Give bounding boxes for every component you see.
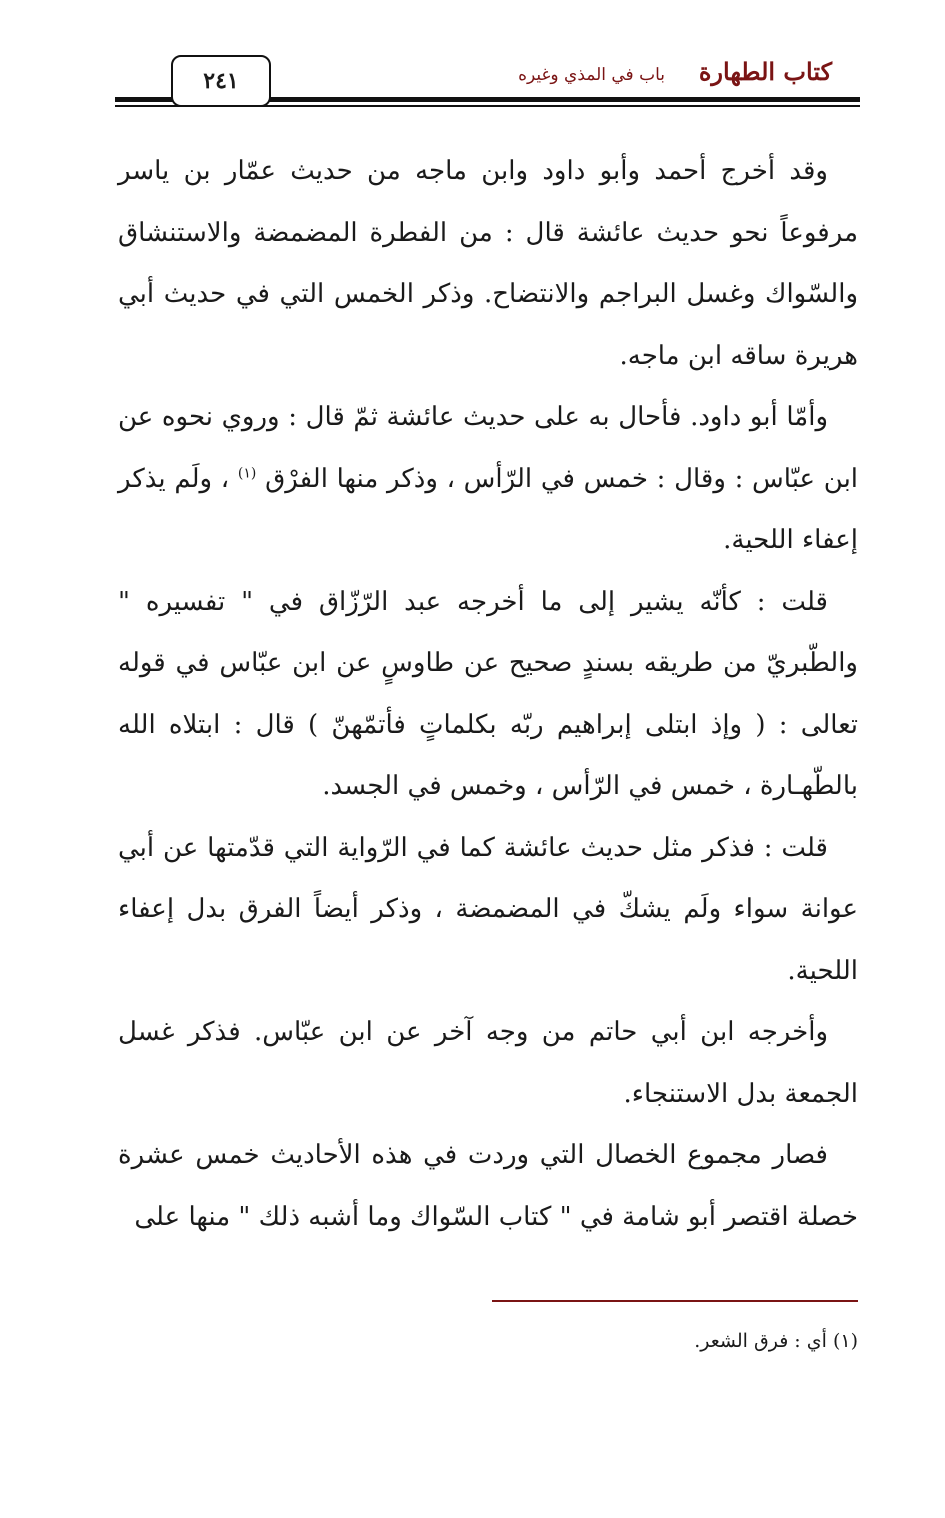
paragraph-1: وقد أخرج أحمد وأبو داود وابن ماجه من حديث عمّار بن ياسر مرفوعاً نحو حديث عائشة قال : من الفطرة المضمضة والاستنشاق والسّواك وغسل البراجم والانتضاح. وذكر الخمس التي في حديث أبي هريرة ساقه ابن ماجه. xyxy=(118,156,858,371)
chapter-title: باب في المذي وغيره xyxy=(518,65,665,85)
paragraph-4: قلت : فذكر مثل حديث عائشة كما في الرّواية التي قدّمتها عن أبي عوانة سواء ولَم يشكّ في المضمضة ، وذكر أيضاً الفرق بدل إعفاء اللحية. xyxy=(118,832,858,986)
paragraph-5: وأخرجه ابن أبي حاتم من وجه آخر عن ابن عبّاس. فذكر غسل الجمعة بدل الاستنجاء. xyxy=(118,1017,858,1109)
page-header xyxy=(115,55,860,113)
paragraph-6: فصار مجموع الخصال التي وردت في هذه الأحاديث خمس عشرة خصلة اقتصر أبو شامة في " كتاب السّواك وما أشبه ذلك " منها على xyxy=(118,1140,858,1232)
paragraph-3: قلت : كأنّه يشير إلى ما أخرجه عبد الرّزّاق في " تفسيره " والطّبريّ من طريقه بسندٍ صحيح عن طاوسٍ عن ابن عبّاس في قوله تعالى : ( وإذ ابتلى إبراهيم ربّه بكلماتٍ فأتمّهنّ ) قال : ابتلاه الله بالطّهـارة ، خمس في الرّأس ، وخمس في الجسد. xyxy=(118,586,858,801)
book-title: كتاب الطهارة xyxy=(698,57,832,86)
page-number-box xyxy=(171,55,271,107)
paragraph-2-text: وأمّا أبو داود. فأحال به على حديث عائشة ثمّ قال : وروي نحوه عن ابن عبّاس : وقال : خمس في الرّأس ، وذكر منها الفرْق xyxy=(118,402,859,494)
paragraph-2 xyxy=(118,387,858,572)
footnote-reference: (١) xyxy=(237,464,257,481)
footnote-separator xyxy=(492,1300,858,1302)
main-text xyxy=(118,141,858,1248)
footnote: (١) أي : فرق الشعر. xyxy=(694,1330,858,1352)
paragraph-2-tail: ، ولَم يذكر إعفاء اللحية. xyxy=(118,463,858,555)
page-number: ٢٤١ xyxy=(203,68,239,94)
